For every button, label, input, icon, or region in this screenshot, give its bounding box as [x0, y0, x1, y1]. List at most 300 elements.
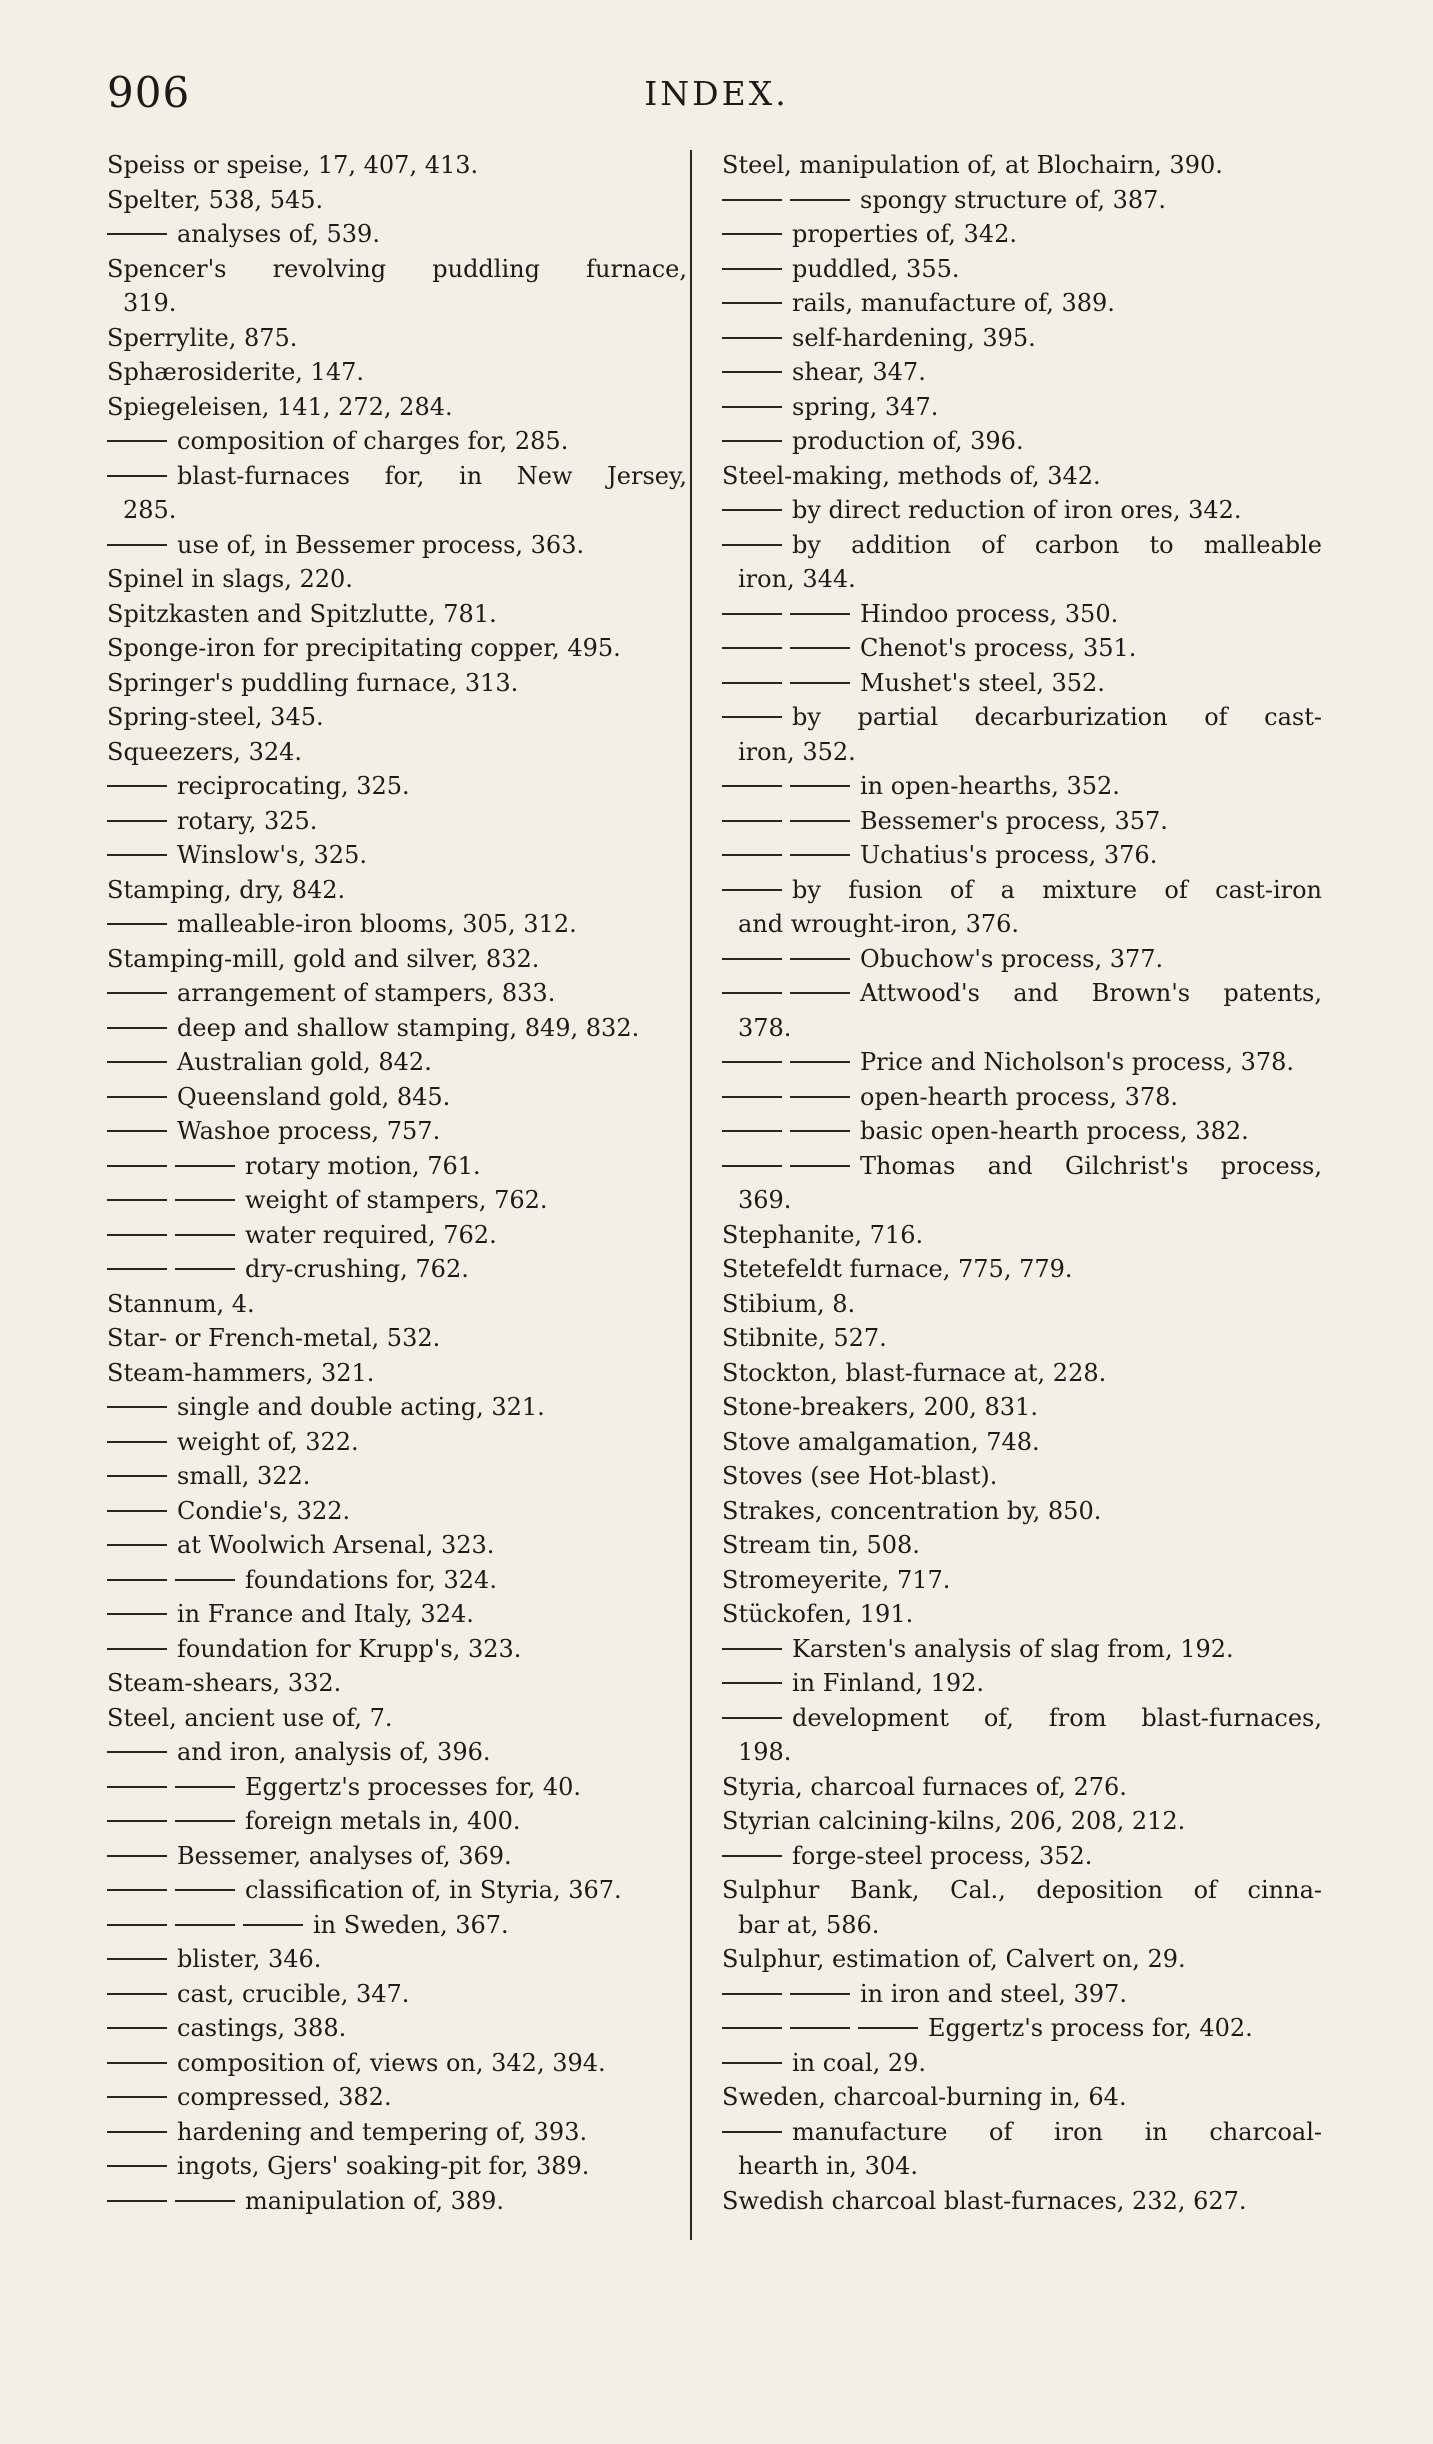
ditto-dash: [722, 206, 850, 208]
entry-text: Styria, charcoal furnaces of, 276.: [722, 1772, 1127, 1801]
entry-text: rotary, 325.: [177, 806, 318, 835]
entry-text: Winslow's, 325.: [177, 841, 367, 869]
ditto-dash: [107, 1620, 167, 1622]
entry-text: foundation for Krupp's, 323.: [177, 1634, 522, 1663]
ditto-dash: [107, 2207, 235, 2209]
index-entry: [107, 2011, 687, 2046]
entry-continuation: 285.: [123, 496, 177, 524]
entry-text: manufacture of iron in charcoal-: [792, 2117, 1322, 2146]
entry-text: development of, from blast-furnaces,: [792, 1703, 1322, 1732]
index-entry: [107, 1701, 687, 1736]
ditto-dash: [722, 965, 850, 967]
entry-text: reciprocating, 325.: [177, 772, 410, 800]
ditto-dash: [722, 654, 850, 656]
ditto-dash: [107, 1275, 235, 1277]
entry-text: ingots, Gjers' soaking-pit for, 389.: [177, 2152, 590, 2180]
entry-text: hardening and tempering of, 393.: [177, 2117, 588, 2146]
ditto-dash: [107, 1413, 167, 1415]
entry-text: open-hearth process, 378.: [860, 1082, 1179, 1111]
index-entry: [107, 1563, 687, 1598]
entry-text: rotary motion, 761.: [245, 1151, 481, 1180]
index-entry: [722, 1597, 1322, 1632]
ditto-dash: [107, 482, 167, 484]
index-entry: [722, 1080, 1322, 1115]
entry-text: Sulphur, estimation of, Calvert on, 29.: [722, 1945, 1186, 1973]
entry-text: weight of, 322.: [177, 1427, 359, 1456]
index-entry: [107, 1287, 687, 1322]
entry-text: small, 322.: [177, 1462, 311, 1490]
index-entry: [722, 2115, 1322, 2184]
index-entry: [722, 1528, 1322, 1563]
index-entry: [107, 976, 687, 1011]
entry-text: Stoves (see Hot-blast).: [722, 1462, 998, 1490]
entry-text: Chenot's process, 351.: [860, 634, 1137, 662]
index-entry: [722, 700, 1322, 769]
ditto-dash: [107, 1965, 167, 1967]
index-entry: [722, 1321, 1322, 1356]
ditto-dash: [722, 516, 782, 518]
ditto-dash: [107, 1896, 235, 1898]
ditto-dash: [722, 1724, 782, 1726]
index-entry: [722, 1666, 1322, 1701]
ditto-dash: [722, 1103, 850, 1105]
entry-text: Bessemer's process, 357.: [860, 806, 1168, 835]
index-entry: [722, 873, 1322, 942]
entry-text: Stetefeldt furnace, 775, 779.: [722, 1255, 1073, 1283]
entry-text: Australian gold, 842.: [177, 1048, 432, 1076]
entry-text: water required, 762.: [245, 1220, 497, 1249]
index-entry: [107, 1977, 687, 2012]
entry-text: self-hardening, 395.: [792, 323, 1036, 352]
index-entry: [722, 286, 1322, 321]
index-entry: [107, 735, 687, 770]
index-entry: [722, 1632, 1322, 1667]
index-entry: [107, 1252, 687, 1287]
index-entry: [107, 1356, 687, 1391]
index-entry: [722, 1114, 1322, 1149]
index-entry: [722, 1149, 1322, 1218]
ditto-dash: [107, 999, 167, 1001]
ditto-dash: [107, 1758, 167, 1760]
index-entry: [107, 700, 687, 735]
entry-text: Obuchow's process, 377.: [860, 944, 1164, 973]
entry-continuation: iron, 352.: [738, 737, 856, 766]
entry-text: Star- or French-metal, 532.: [107, 1324, 441, 1352]
ditto-dash: [722, 999, 850, 1001]
ditto-dash: [107, 930, 167, 932]
entry-text: classification of, in Styria, 367.: [245, 1876, 622, 1904]
entry-text: foreign metals in, 400.: [245, 1807, 521, 1835]
index-entry: [107, 1045, 687, 1080]
entry-text: at Woolwich Arsenal, 323.: [177, 1531, 495, 1559]
index-entry: [107, 597, 687, 632]
index-entry: [107, 355, 687, 390]
ditto-dash: [722, 689, 850, 691]
entry-text: weight of stampers, 762.: [245, 1186, 548, 1214]
index-entry: [107, 873, 687, 908]
entry-text: Price and Nicholson's process, 378.: [860, 1048, 1295, 1076]
ditto-dash: [107, 1793, 235, 1795]
index-entry: [107, 942, 687, 977]
index-entry: [107, 2046, 687, 2081]
index-entry: [722, 321, 1322, 356]
entry-text: blister, 346.: [177, 1945, 322, 1973]
index-entry: [107, 1942, 687, 1977]
index-entry: [722, 1390, 1322, 1425]
entry-text: Washoe process, 757.: [177, 1117, 441, 1145]
ditto-dash: [107, 792, 167, 794]
entry-text: rails, manufacture of, 389.: [792, 289, 1115, 317]
entry-text: Stockton, blast-furnace at, 228.: [722, 1358, 1107, 1387]
index-entry: [722, 1494, 1322, 1529]
entry-text: Steel, ancient use of, 7.: [107, 1703, 393, 1732]
ditto-dash: [722, 1689, 782, 1691]
entry-text: Spitzkasten and Spitzlutte, 781.: [107, 599, 497, 628]
entry-text: Eggertz's process for, 402.: [928, 2014, 1253, 2042]
entry-text: Bessemer, analyses of, 369.: [177, 1841, 512, 1870]
index-entry: [107, 1632, 687, 1667]
entry-text: by direct reduction of iron ores, 342.: [792, 496, 1242, 524]
entry-text: basic open-hearth process, 382.: [860, 1117, 1249, 1145]
index-entry: [107, 1149, 687, 1184]
index-entry: [722, 1873, 1322, 1942]
entry-text: in open-hearths, 352.: [860, 772, 1120, 800]
index-entry: [107, 1770, 687, 1805]
entry-text: Attwood's and Brown's patents,: [860, 979, 1322, 1007]
index-entry: [107, 1321, 687, 1356]
index-entry: [107, 1839, 687, 1874]
ditto-dash: [722, 1862, 782, 1864]
ditto-dash: [722, 2069, 782, 2071]
ditto-dash: [107, 2138, 167, 2140]
entry-text: Karsten's analysis of slag from, 192.: [792, 1634, 1234, 1663]
index-entry: [107, 1494, 687, 1529]
index-entry: [722, 217, 1322, 252]
entry-text: in Finland, 192.: [792, 1669, 985, 1697]
index-entry: [722, 1839, 1322, 1874]
index-entry: [107, 1183, 687, 1218]
running-head: INDEX.: [644, 74, 789, 113]
entry-text: in Sweden, 367.: [313, 1910, 509, 1939]
entry-text: Sperrylite, 875.: [107, 323, 298, 352]
ditto-dash: [722, 827, 850, 829]
ditto-dash: [722, 344, 782, 346]
entry-continuation: bar at, 586.: [738, 1910, 880, 1939]
index-entry: [107, 2184, 687, 2219]
ditto-dash: [722, 792, 850, 794]
index-entry: [722, 1977, 1322, 2012]
ditto-dash: [107, 827, 167, 829]
column-divider: [690, 150, 692, 2240]
entry-text: Stannum, 4.: [107, 1289, 255, 1318]
entry-text: in France and Italy, 324.: [177, 1600, 474, 1628]
index-entry: [107, 769, 687, 804]
ditto-dash: [722, 1137, 850, 1139]
entry-text: deep and shallow stamping, 849, 832.: [177, 1013, 640, 1042]
ditto-dash: [722, 896, 782, 898]
entry-text: blast-furnaces for, in New Jersey,: [177, 461, 687, 490]
index-entry: [722, 390, 1322, 425]
ditto-dash: [107, 1034, 167, 1036]
entry-text: Spencer's revolving puddling furnace,: [107, 254, 687, 283]
entry-text: Stibnite, 527.: [722, 1324, 887, 1352]
index-entry: [107, 1080, 687, 1115]
index-entry: [107, 252, 687, 321]
ditto-dash: [107, 551, 167, 553]
entry-text: Speiss or speise, 17, 407, 413.: [107, 151, 479, 179]
index-entry: [107, 804, 687, 839]
ditto-dash: [722, 1172, 850, 1174]
entry-text: foundations for, 324.: [245, 1565, 497, 1594]
entry-text: by addition of carbon to malleable: [792, 530, 1322, 559]
entry-text: by fusion of a mixture of cast-iron: [792, 875, 1322, 904]
index-entry: [107, 390, 687, 425]
index-entry: [107, 1425, 687, 1460]
index-entry: [722, 804, 1322, 839]
ditto-dash: [722, 2138, 782, 2140]
index-column-right: [722, 148, 1322, 2218]
entry-text: Swedish charcoal blast-furnaces, 232, 627.: [722, 2186, 1247, 2215]
index-entry: [722, 1770, 1322, 1805]
entry-text: Styrian calcining-kilns, 206, 208, 212.: [722, 1807, 1186, 1835]
ditto-dash: [722, 551, 782, 553]
entry-text: Steam-shears, 332.: [107, 1669, 342, 1697]
entry-text: Sulphur Bank, Cal., deposition of cinna-: [722, 1876, 1322, 1904]
index-entry: [107, 1459, 687, 1494]
ditto-dash: [722, 413, 782, 415]
index-entry: [722, 1804, 1322, 1839]
entry-text: Steel, manipulation of, at Blochairn, 390.: [722, 151, 1223, 179]
index-entry: [107, 2115, 687, 2150]
index-entry: [722, 2011, 1322, 2046]
ditto-dash: [722, 447, 782, 449]
ditto-dash: [107, 1482, 167, 1484]
ditto-dash: [722, 2034, 918, 2036]
ditto-dash: [722, 723, 782, 725]
index-entry: [107, 528, 687, 563]
index-entry: [722, 493, 1322, 528]
entry-text: Sweden, charcoal-burning in, 64.: [722, 2083, 1127, 2111]
ditto-dash: [107, 1827, 235, 1829]
ditto-dash: [107, 2034, 167, 2036]
entry-text: manipulation of, 389.: [245, 2186, 505, 2215]
entry-text: spring, 347.: [792, 392, 939, 421]
entry-text: Stamping, dry, 842.: [107, 875, 346, 904]
entry-text: Stückofen, 191.: [722, 1600, 914, 1628]
index-entry: [722, 1425, 1322, 1460]
entry-text: composition of charges for, 285.: [177, 427, 569, 455]
entry-text: single and double acting, 321.: [177, 1393, 545, 1421]
ditto-dash: [107, 2000, 167, 2002]
index-entry: [722, 666, 1322, 701]
index-entry: [722, 459, 1322, 494]
index-entry: [107, 148, 687, 183]
index-entry: [107, 1011, 687, 1046]
index-entry: [107, 631, 687, 666]
ditto-dash: [107, 1551, 167, 1553]
index-entry: [107, 2149, 687, 2184]
entry-continuation: 198.: [738, 1738, 792, 1766]
index-entry: [722, 424, 1322, 459]
entry-continuation: hearth in, 304.: [738, 2152, 918, 2180]
entry-continuation: 378.: [738, 1013, 792, 1042]
ditto-dash: [722, 309, 782, 311]
ditto-dash: [722, 2000, 850, 2002]
entry-text: Springer's puddling furnace, 313.: [107, 668, 519, 697]
index-entry: [107, 562, 687, 597]
index-entry: [107, 907, 687, 942]
entry-continuation: iron, 344.: [738, 565, 856, 593]
index-entry: [107, 424, 687, 459]
index-entry: [107, 1114, 687, 1149]
entry-text: puddled, 355.: [792, 254, 960, 283]
index-entry: [722, 183, 1322, 218]
entry-text: production of, 396.: [792, 427, 1024, 455]
index-entry: [722, 1356, 1322, 1391]
entry-text: Squeezers, 324.: [107, 737, 302, 766]
entry-text: Condie's, 322.: [177, 1496, 351, 1525]
index-entry: [107, 321, 687, 356]
entry-text: Steel-making, methods of, 342.: [722, 461, 1101, 490]
index-entry: [722, 838, 1322, 873]
index-entry: [722, 1459, 1322, 1494]
index-entry: [722, 942, 1322, 977]
index-entry: [722, 1701, 1322, 1770]
entry-text: Spring-steel, 345.: [107, 703, 324, 731]
index-entry: [722, 2184, 1322, 2219]
entry-text: Hindoo process, 350.: [860, 599, 1119, 628]
entry-continuation: and wrought-iron, 376.: [738, 910, 1020, 938]
entry-text: use of, in Bessemer process, 363.: [177, 530, 585, 559]
entry-continuation: 369.: [738, 1186, 792, 1214]
ditto-dash: [722, 1655, 782, 1657]
entry-text: dry-crushing, 762.: [245, 1255, 469, 1283]
ditto-dash: [107, 1241, 235, 1243]
index-entry: [722, 1563, 1322, 1598]
entry-text: Sphærosiderite, 147.: [107, 358, 364, 386]
entry-text: forge-steel process, 352.: [792, 1841, 1093, 1870]
index-entry: [107, 1390, 687, 1425]
entry-text: malleable-iron blooms, 305, 312.: [177, 910, 577, 938]
index-entry: [722, 769, 1322, 804]
entry-text: compressed, 382.: [177, 2083, 392, 2111]
entry-text: Queensland gold, 845.: [177, 1082, 451, 1111]
index-entry: [722, 2080, 1322, 2115]
index-entry: [722, 252, 1322, 287]
entry-text: in coal, 29.: [792, 2048, 927, 2077]
index-entry: [107, 183, 687, 218]
index-entry: [107, 217, 687, 252]
ditto-dash: [107, 1586, 235, 1588]
index-entry: [722, 528, 1322, 597]
entry-text: Spinel in slags, 220.: [107, 565, 353, 593]
entry-text: cast, crucible, 347.: [177, 1979, 410, 2008]
entry-text: arrangement of stampers, 833.: [177, 979, 556, 1007]
entry-text: shear, 347.: [792, 358, 926, 386]
entry-text: Stromeyerite, 717.: [722, 1565, 951, 1594]
ditto-dash: [107, 861, 167, 863]
entry-text: Spelter, 538, 545.: [107, 185, 324, 214]
entry-text: Stibium, 8.: [722, 1289, 856, 1318]
index-entry: [107, 1528, 687, 1563]
index-entry: [722, 148, 1322, 183]
ditto-dash: [722, 378, 782, 380]
ditto-dash: [722, 1068, 850, 1070]
ditto-dash: [107, 1448, 167, 1450]
entry-text: Stephanite, 716.: [722, 1220, 924, 1249]
index-entry: [107, 1735, 687, 1770]
entry-text: Spiegeleisen, 141, 272, 284.: [107, 392, 453, 421]
index-entry: [107, 838, 687, 873]
index-entry: [107, 1597, 687, 1632]
entry-text: by partial decarburization of cast-: [792, 703, 1322, 731]
ditto-dash: [107, 240, 167, 242]
entry-text: and iron, analysis of, 396.: [177, 1738, 491, 1766]
entry-text: analyses of, 539.: [177, 220, 380, 248]
index-entry: [722, 1218, 1322, 1253]
ditto-dash: [107, 1172, 235, 1174]
index-entry: [107, 1908, 687, 1943]
ditto-dash: [107, 1655, 167, 1657]
index-column-left: [107, 148, 687, 2218]
index-entry: [107, 666, 687, 701]
ditto-dash: [107, 2103, 167, 2105]
entry-text: Steam-hammers, 321.: [107, 1358, 375, 1387]
entry-text: composition of, views on, 342, 394.: [177, 2048, 606, 2077]
index-entry: [722, 1252, 1322, 1287]
ditto-dash: [107, 1517, 167, 1519]
index-entry: [107, 459, 687, 528]
index-entry: [722, 631, 1322, 666]
index-entry: [107, 1804, 687, 1839]
ditto-dash: [107, 1068, 167, 1070]
ditto-dash: [107, 1931, 303, 1933]
entry-text: Stamping-mill, gold and silver, 832.: [107, 944, 540, 973]
index-entry: [722, 2046, 1322, 2081]
entry-text: Stove amalgamation, 748.: [722, 1427, 1040, 1456]
index-entry: [722, 1287, 1322, 1322]
entry-continuation: 319.: [123, 289, 177, 317]
ditto-dash: [722, 620, 850, 622]
ditto-dash: [107, 447, 167, 449]
entry-text: spongy structure of, 387.: [860, 185, 1167, 214]
ditto-dash: [107, 2069, 167, 2071]
index-entry: [107, 2080, 687, 2115]
ditto-dash: [722, 275, 782, 277]
ditto-dash: [107, 1206, 235, 1208]
entry-text: in iron and steel, 397.: [860, 1979, 1127, 2008]
index-entry: [722, 597, 1322, 632]
entry-text: Strakes, concentration by, 850.: [722, 1496, 1102, 1525]
entry-text: Eggertz's processes for, 40.: [245, 1772, 582, 1801]
ditto-dash: [107, 2172, 167, 2174]
ditto-dash: [107, 1862, 167, 1864]
ditto-dash: [722, 240, 782, 242]
index-entry: [107, 1666, 687, 1701]
entry-text: castings, 388.: [177, 2014, 347, 2042]
entry-text: Uchatius's process, 376.: [860, 841, 1158, 869]
index-entry: [722, 1942, 1322, 1977]
entry-text: Thomas and Gilchrist's process,: [860, 1151, 1322, 1180]
index-entry: [107, 1218, 687, 1253]
entry-text: Mushet's steel, 352.: [860, 668, 1105, 697]
ditto-dash: [722, 861, 850, 863]
entry-text: Stone-breakers, 200, 831.: [722, 1393, 1038, 1421]
page-number: 906: [107, 68, 191, 117]
entry-text: Stream tin, 508.: [722, 1531, 920, 1559]
ditto-dash: [107, 1103, 167, 1105]
index-entry: [107, 1873, 687, 1908]
